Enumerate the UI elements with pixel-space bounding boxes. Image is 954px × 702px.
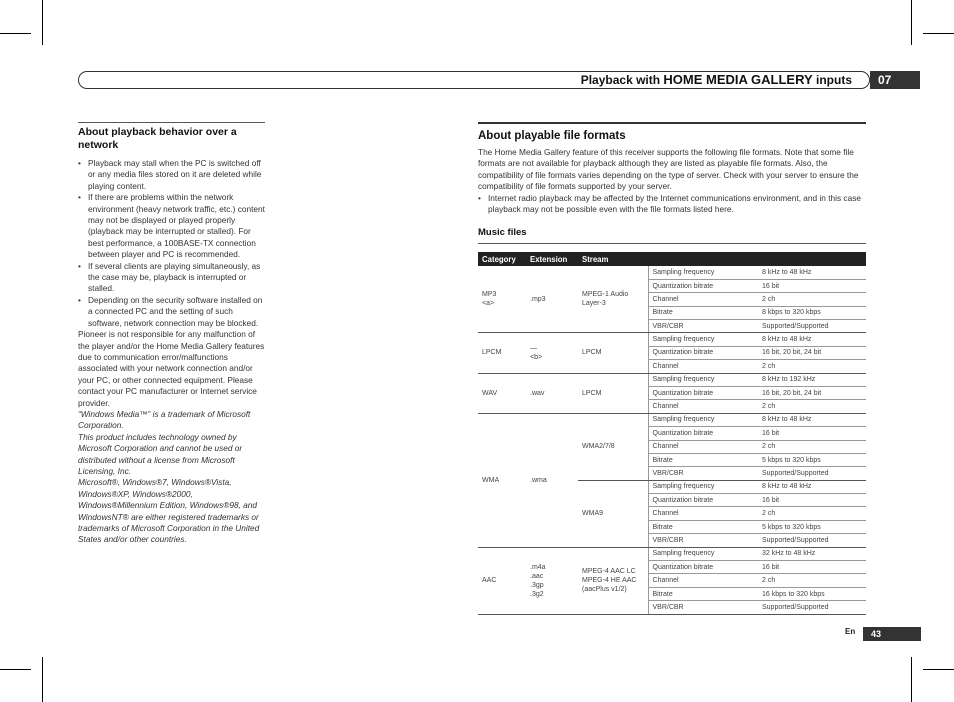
category-cell: AAC [478,547,526,614]
value-cell: Supported/Supported [758,534,866,547]
parameter-cell: Sampling frequency [648,413,758,426]
license-note: This product includes technology owned by Microsoft Corporation and cannot be used or distributed without a license from Microsoft Licensing, Inc. [78,431,243,476]
parameter-cell: Quantization bitrate [648,346,758,359]
value-cell: 2 ch [758,440,866,453]
stream-cell: WMA2/7/8 [578,413,648,480]
music-formats-table [478,252,866,614]
parameter-cell: Bitrate [648,453,758,466]
value-cell: Supported/Supported [758,320,866,333]
list-item: • Depending on the security software installed on a connected PC and the setting of such software, network connection may be blocked. [78,295,265,329]
crop-mark [42,657,43,702]
section-heading: About playback behavior over a network [78,126,237,151]
extension-cell: .m4a .aac .3gp .3g2 [526,547,578,614]
table-row [478,413,866,426]
stream-cell: LPCM [578,333,648,373]
crop-mark [911,0,912,45]
value-cell: 2 ch [758,400,866,413]
intro-paragraph: The Home Media Gallery feature of this receiver supports the following file formats. Note that some file formats are not available for playback although they are listed as playable file formats. Also, the compatibility of file formats varies depending on the type of server. Check with your server to ensure the compatibility of file formats supported by your server. [478,147,859,192]
value-cell: 8 kHz to 48 kHz [758,480,866,493]
stream-cell: MPEG-1 Audio Layer-3 [578,266,648,332]
page-number: 43 [863,627,921,641]
parameter-cell: Quantization bitrate [648,427,758,440]
table-row [478,333,866,346]
parameter-cell: VBR/CBR [648,534,758,547]
parameter-cell: Sampling frequency [648,266,758,279]
col-header-stream: Stream [578,252,648,266]
parameter-cell: VBR/CBR [648,601,758,614]
parameter-cell: Channel [648,440,758,453]
table-row [478,266,866,279]
left-column [78,122,265,546]
crop-mark [911,657,912,702]
disclaimer-paragraph: Pioneer is not responsible for any malfunction of the player and/or the Home Media Gallery features due to communication error/malfunctions associated with your network connection and/or your PC, or other connected equipment. Please contact your PC manufacturer or Internet service provider. [78,329,265,408]
table-row [478,373,866,386]
stream-cell: WMA9 [578,480,648,547]
list-item: • If there are problems within the network environment (heavy network traffic, etc.) content may not be displayed or played properly (playback may be interrupted or stalled). For best performance, a 100BASE-TX connection between player and PC is recommended. [78,192,265,260]
parameter-cell: Quantization bitrate [648,494,758,507]
header-title-post: inputs [812,73,852,87]
parameter-cell: Sampling frequency [648,547,758,560]
value-cell: 2 ch [758,293,866,306]
value-cell: 2 ch [758,574,866,587]
col-header-extension: Extension [526,252,578,266]
table-body [478,266,866,614]
value-cell: 16 bit [758,561,866,574]
crop-mark [923,669,954,670]
crop-mark [0,669,31,670]
extension-cell: .mp3 [526,266,578,332]
header-title [581,72,852,87]
running-header [78,71,922,89]
extension-cell: .wma [526,413,578,547]
crop-mark [42,0,43,45]
value-cell: 8 kbps to 320 kbps [758,306,866,319]
extension-cell: .wav [526,373,578,413]
category-cell: WMA [478,413,526,547]
value-cell: 2 ch [758,360,866,373]
parameter-cell: VBR/CBR [648,320,758,333]
table-heading: Music files [478,227,527,239]
value-cell: 8 kHz to 192 kHz [758,373,866,386]
parameter-cell: Channel [648,400,758,413]
header-title-main: HOME MEDIA GALLERY [663,72,813,87]
chapter-number: 07 [870,71,920,89]
stream-cell: LPCM [578,373,648,413]
value-cell: 16 kbps to 320 kbps [758,587,866,600]
value-cell: Supported/Supported [758,601,866,614]
col-header-blank [758,252,866,266]
value-cell: 2 ch [758,507,866,520]
stream-cell: MPEG-4 AAC LC MPEG-4 HE AAC (aacPlus v1/2) [578,547,648,614]
category-cell: LPCM [478,333,526,373]
value-cell: 16 bit [758,427,866,440]
value-cell: 16 bit [758,494,866,507]
parameter-cell: Sampling frequency [648,333,758,346]
value-cell: 5 kbps to 320 kbps [758,453,866,466]
trademark-list: Microsoft®, Windows®7, Windows®Vista, Windows®XP, Windows®2000, Windows®Millennium Edition, Windows®98, and WindowsNT® are either registered trademarks or trademarks of Microsoft Corporation in the United States and/or other countries. [78,477,260,545]
trademark-note: “Windows Media™” is a trademark of Microsoft Corporation. [78,408,251,431]
parameter-cell: Bitrate [648,520,758,533]
language-label: En [845,627,856,636]
parameter-cell: VBR/CBR [648,467,758,480]
parameter-cell: Quantization bitrate [648,279,758,292]
parameter-cell: Sampling frequency [648,373,758,386]
right-column [478,122,866,615]
bullet-list [78,158,265,329]
parameter-cell: Channel [648,293,758,306]
list-item: • Internet radio playback may be affected by the Internet communications environment, and in this case playback may not be possible even with the file formats listed here. [478,193,866,216]
parameter-cell: Quantization bitrate [648,386,758,399]
header-title-pre: Playback with [580,73,664,87]
col-header-category: Category [478,252,526,266]
section-rule [478,122,866,124]
value-cell: 32 kHz to 48 kHz [758,547,866,560]
crop-mark [923,33,954,34]
crop-mark [0,33,31,34]
list-item: • Playback may stall when the PC is switched off or any media files stored on it are deleted while playing content. [78,158,265,192]
table-header-row [478,252,866,266]
parameter-cell: Bitrate [648,306,758,319]
parameter-cell: Quantization bitrate [648,561,758,574]
value-cell: 8 kHz to 48 kHz [758,413,866,426]
col-header-blank [648,252,758,266]
list-item: • If several clients are playing simultaneously, as the case may be, playback is interrupted or stalled. [78,261,265,295]
parameter-cell: Channel [648,360,758,373]
value-cell: 16 bit, 20 bit, 24 bit [758,386,866,399]
extension-cell: — <b> [526,333,578,373]
value-cell: 8 kHz to 48 kHz [758,266,866,279]
value-cell: 8 kHz to 48 kHz [758,333,866,346]
category-cell: MP3 <a> [478,266,526,332]
parameter-cell: Channel [648,507,758,520]
parameter-cell: Channel [648,574,758,587]
value-cell: Supported/Supported [758,467,866,480]
category-cell: WAV [478,373,526,413]
value-cell: 16 bit, 20 bit, 24 bit [758,346,866,359]
table-row [478,547,866,560]
section-rule [78,122,265,123]
parameter-cell: Bitrate [648,587,758,600]
value-cell: 5 kbps to 320 kbps [758,520,866,533]
section-heading: About playable file formats [478,130,626,142]
table-rule [478,243,866,244]
value-cell: 16 bit [758,279,866,292]
parameter-cell: Sampling frequency [648,480,758,493]
bullet-list [478,193,866,216]
